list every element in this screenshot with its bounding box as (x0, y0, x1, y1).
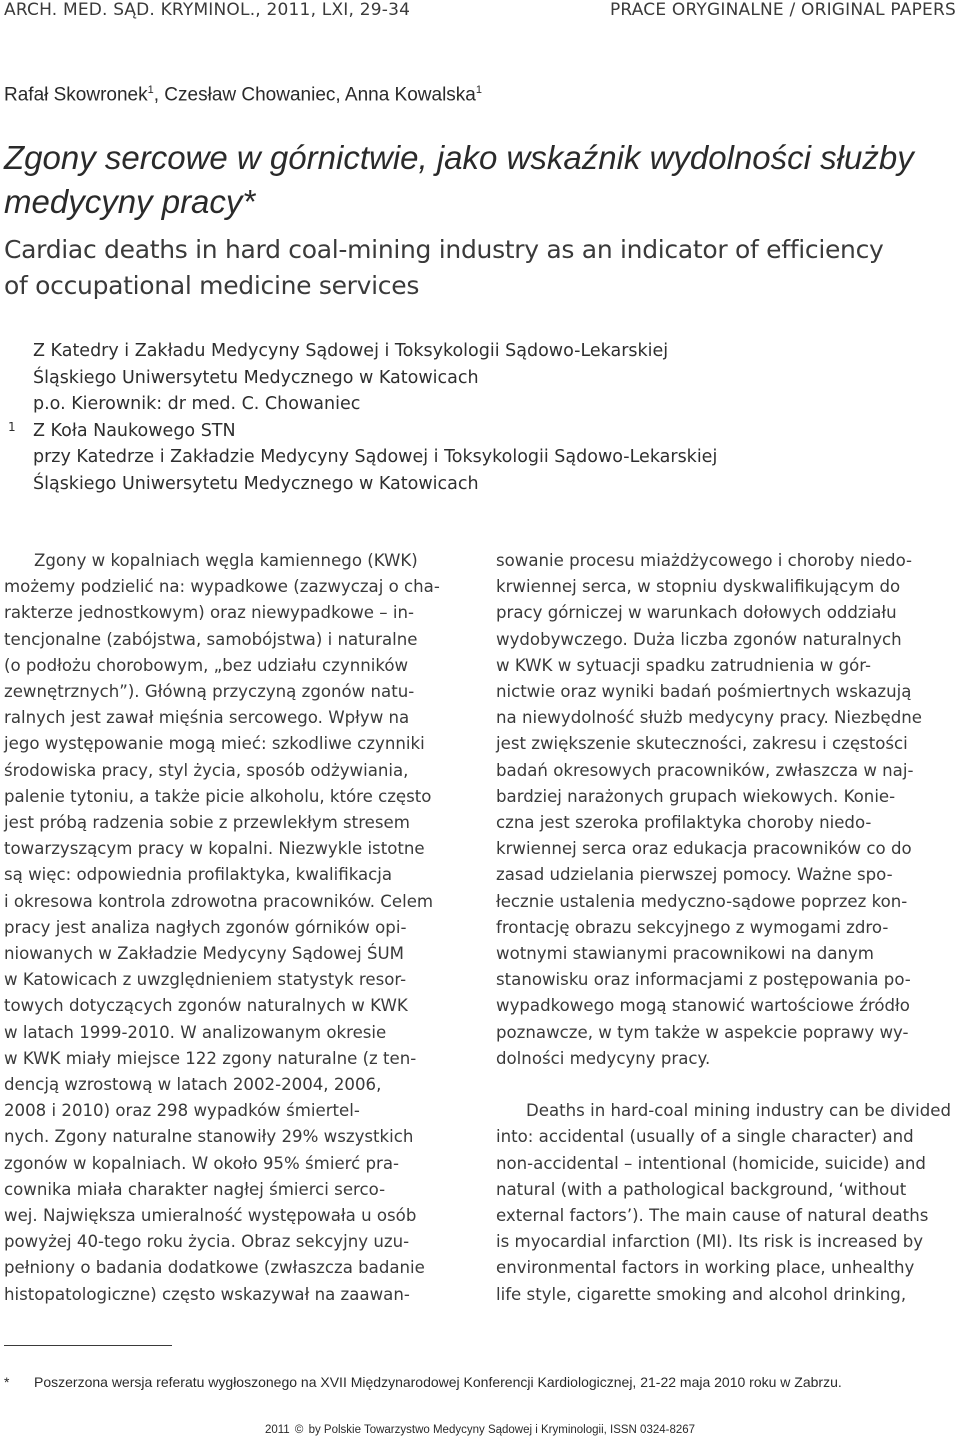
abstract-line: into: accidental (usually of a single character) and (496, 1127, 914, 1147)
abstract-line: pracy górniczej w warunkach dołowych oddziału (496, 603, 897, 623)
abstract-line: pełniony o badania dodatkowe (zwłaszcza badanie (4, 1258, 425, 1278)
copyright-year: 2011 (264, 1424, 290, 1436)
section-label: PRACE ORYGINALNE / ORIGINAL PAPERS (609, 0, 956, 20)
abstract-line: wotnymi stawianymi pracownikowi na danym (496, 944, 874, 964)
affiliation-line: p.o. Kierownik: dr med. C. Chowaniec (33, 394, 361, 414)
abstract-line: (o podłożu chorobowym, „bez udziału czynników (4, 655, 409, 675)
paragraph-gap (496, 1072, 958, 1098)
footnote-divider (4, 1345, 172, 1346)
author-1: Rafał Skowronek (4, 84, 148, 106)
abstract-line: environmental factors in working place, unhealthy (496, 1258, 915, 1278)
author-3-affil-mark: 1 (475, 84, 482, 96)
abstract-right-column (496, 548, 958, 1308)
affiliation-marker: 1 (8, 420, 16, 434)
abstract-line: na niewydolność służb medycyny pracy. Niezbędne (496, 708, 922, 728)
abstract-line: tencjonalne (zabójstwa, samobójstwa) i naturalne (4, 629, 418, 649)
abstract-line: bardziej narażonych grupach wiekowych. Konie- (496, 786, 896, 806)
journal-citation: ARCH. MED. SĄD. KRYMINOL., 2011, LXI, 29-34 (4, 0, 411, 20)
abstract-line: cownika miała charakter nagłej śmierci serco- (4, 1179, 386, 1199)
abstract-line: jego występowanie mogą mieć: szkodliwe czynniki (4, 734, 425, 754)
title-english (4, 232, 954, 304)
title-polish-line-1: Zgony sercowe w górnictwie, jako wskaźnik wydolności służby (4, 139, 914, 176)
abstract-line: ralnych jest zawał mięśnia sercowego. Wpływ na (4, 708, 410, 728)
abstract-line: zasad udzielania pierwszej pomocy. Ważne spo- (496, 865, 893, 885)
abstract-line: 2008 i 2010) oraz 298 wypadków śmiertel- (4, 1101, 360, 1121)
abstract-line: natural (with a pathological background, ‘without (496, 1179, 907, 1199)
abstract-line: krwiennej serca oraz edukacja pracowników co do (496, 839, 912, 859)
footnote (4, 1374, 954, 1390)
abstract-line: czna jest szeroka profilaktyka choroby niedo- (496, 813, 872, 833)
abstract-line: w latach 1999-2010. W analizowanym okresie (4, 1022, 387, 1042)
abstract-line: w Katowicach z uwzględnieniem statystyk resor- (4, 970, 407, 990)
abstract-line: dencją wzrostową w latach 2002-2004, 2006, (4, 1075, 382, 1095)
abstract-line: jest próbą radzenia sobie z przewlekłym stresem (4, 813, 410, 833)
author-1-affil-mark: 1 (147, 84, 154, 96)
abstract-line: badań okresowych pracowników, zwłaszcza w naj- (496, 760, 914, 780)
abstract-line: is myocardial infarction (MI). Its risk is increased by (496, 1232, 924, 1252)
abstract-line: w KWK miały miejsce 122 zgony naturalne (z ten- (4, 1048, 417, 1068)
affiliation-line: Z Koła Naukowego STN (33, 420, 236, 441)
abstract-line: jest zwiększenie skuteczności, zakresu i częstości (496, 734, 908, 754)
abstract-line: zewnętrznych”). Główną przyczyną zgonów natu- (4, 682, 415, 702)
abstract-line: niowanych w Zakładzie Medycyny Sądowej ŚUM (4, 944, 404, 964)
title-english-line-2: of occupational medicine services (4, 271, 420, 300)
title-polish (4, 136, 954, 224)
affiliation-line: Z Katedry i Zakładu Medycyny Sądowej i Toksykologii Sądowo-Lekarskiej (33, 341, 669, 361)
copyright-icon: © (294, 1424, 304, 1436)
abstract-line: powyżej 40-tego roku życia. Obraz sekcyjny uzu- (4, 1232, 410, 1252)
abstract-line: nych. Zgony naturalne stanowiły 29% wszystkich (4, 1127, 414, 1147)
copyright-line (0, 1424, 960, 1436)
abstract-line: pracy jest analiza nagłych zgonów górników opi- (4, 917, 407, 937)
abstract-line: środowiska pracy, styl życia, sposób odżywiania, (4, 760, 409, 780)
abstract-line: wypadkowego mogą stanowić wartościowe źródło (496, 996, 910, 1016)
affiliation (33, 338, 933, 497)
abstract-line: sowanie procesu miażdżycowego i choroby niedo- (496, 551, 913, 570)
abstract-line: rakterze jednostkowym) oraz niewypadkowe – in- (4, 603, 414, 623)
abstract-line: external factors’). The main cause of natural deaths (496, 1206, 929, 1226)
abstract-line: towych dotyczących zgonów naturalnych w KWK (4, 996, 408, 1016)
abstract-polish-column (4, 548, 466, 1308)
author-2-3: , Czesław Chowaniec, Anna Kowalska (153, 84, 476, 106)
abstract-line: krwiennej serca, w stopniu dyskwalifikującym do (496, 577, 901, 597)
footnote-marker: * (4, 1374, 10, 1390)
abstract-line: life style, cigarette smoking and alcohol drinking, (496, 1284, 907, 1304)
abstract-line: frontację obrazu sekcyjnego z wymogami zdro- (496, 917, 889, 937)
footnote-text: Poszerzona wersja referatu wygłoszonego na XVII Międzynarodowej Konferencji Kardiologicznej, 21-22 maja 2010 roku w Zabrzu. (34, 1374, 842, 1390)
abstract-line: poznawcze, w tym także w aspekcie poprawy wy- (496, 1022, 909, 1042)
abstract-line: dolności medycyny pracy. (496, 1048, 711, 1068)
abstract-line: w KWK w sytuacji spadku zatrudnienia w gór- (496, 655, 872, 675)
copyright-text: by Polskie Towarzystwo Medycyny Sądowej i Kryminologii, ISSN 0324-8267 (308, 1424, 696, 1436)
abstract-line: Zgony w kopalniach węgla kamiennego (KWK) (34, 551, 418, 570)
abstract-line: palenie tytoniu, a także picie alkoholu, które często (4, 786, 432, 806)
author-list (4, 84, 482, 106)
abstract-line: łecznie ustalenia medyczno-sądowe poprzez kon- (496, 891, 908, 911)
affiliation-line: Śląskiego Uniwersytetu Medycznego w Katowicach (33, 367, 479, 388)
title-english-line-1: Cardiac deaths in hard coal-mining industry as an indicator of efficiency (4, 235, 884, 264)
abstract-line: zgonów w kopalniach. W około 95% śmierć pra- (4, 1153, 400, 1173)
affiliation-line: przy Katedrze i Zakładzie Medycyny Sądowej i Toksykologii Sądowo-Lekarskiej (33, 447, 718, 467)
abstract-line: są więc: odpowiednia profilaktyka, kwalifikacja (4, 865, 393, 885)
abstract-line: wej. Największa umieralność występowała u osób (4, 1206, 417, 1226)
abstract-line: wydobywczego. Duża liczba zgonów naturalnych (496, 629, 902, 649)
title-polish-line-2: medycyny pracy* (4, 183, 256, 220)
abstract-line: możemy podzielić na: wypadkowe (zazwyczaj o cha- (4, 577, 440, 597)
abstract-line: non-accidental – intentional (homicide, suicide) and (496, 1153, 926, 1173)
abstract-line: towarzyszącym pracy w kopalni. Niezwykle istotne (4, 839, 425, 859)
abstract-line: stanowisku oraz informacjami z postępowania po- (496, 970, 911, 990)
abstract-line: i okresowa kontrola zdrowotna pracowników. Celem (4, 891, 434, 911)
abstract-line: histopatologiczne) często wskazywał na zaawan- (4, 1284, 410, 1304)
affiliation-line: Śląskiego Uniwersytetu Medycznego w Katowicach (33, 473, 479, 494)
abstract-line: nictwie oraz wyniki badań pośmiertnych wskazują (496, 682, 912, 702)
abstract-line: Deaths in hard-coal mining industry can be divided (526, 1101, 951, 1121)
